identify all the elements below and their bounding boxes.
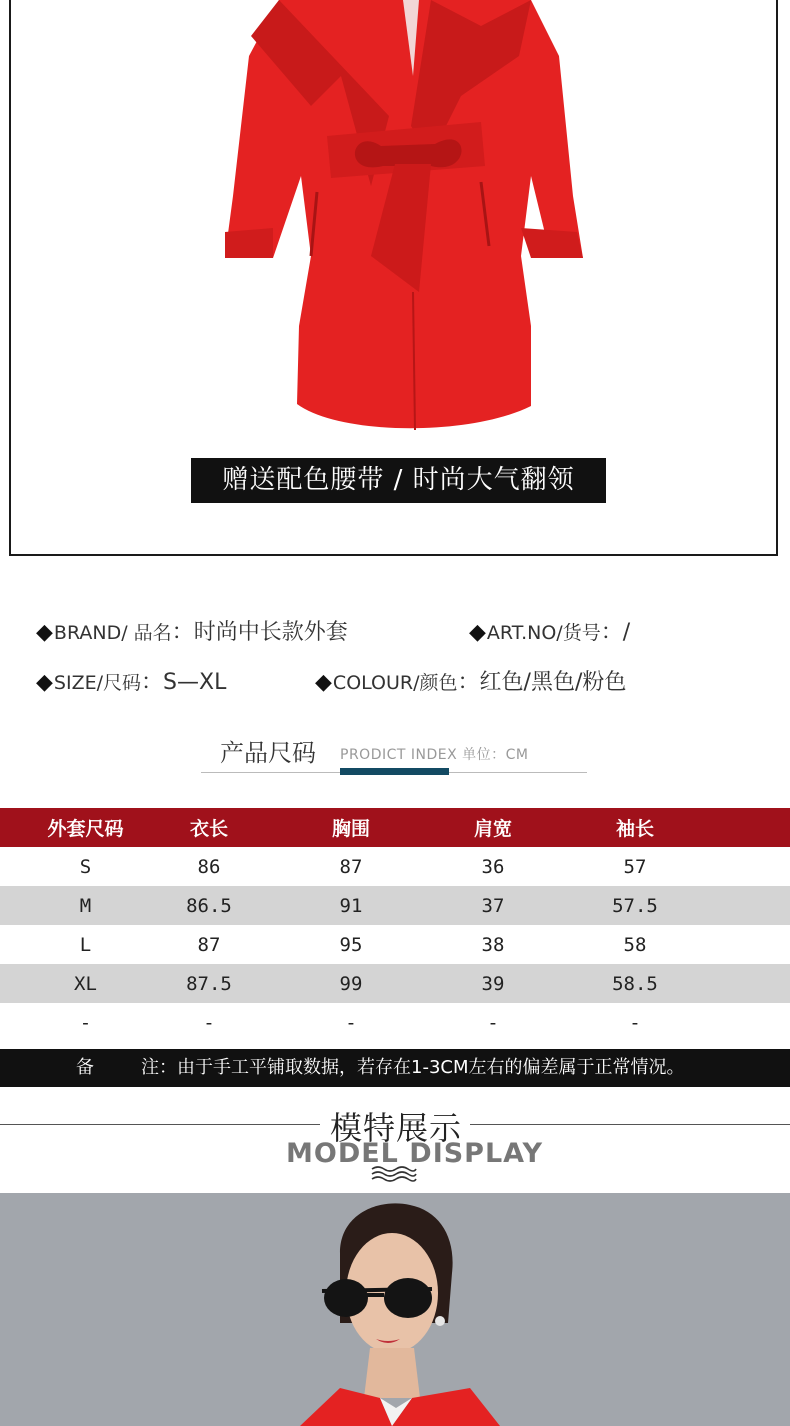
- note-key: 备: [76, 1057, 94, 1078]
- size-index-subtitle: PRODICT INDEX 单位：CM: [340, 747, 529, 763]
- table-header-cell: 外套尺码: [47, 818, 124, 840]
- table-cell: -: [345, 1011, 357, 1034]
- table-row: [0, 886, 790, 925]
- table-cell: 58.5: [612, 972, 658, 995]
- spec-colour-value: 红色/黑色/粉色: [479, 670, 627, 695]
- spec-size: ◆SIZE/尺码：S—XL: [36, 670, 227, 695]
- table-header-cell: 袖长: [615, 818, 654, 840]
- table-header-row: [0, 808, 790, 847]
- table-cell: XL: [74, 972, 97, 995]
- diamond-icon: ◆: [36, 670, 53, 695]
- table-cell: 57: [623, 855, 647, 878]
- divider: [0, 1124, 320, 1125]
- table-cell: 86.5: [186, 894, 232, 917]
- table-cell: -: [203, 1011, 215, 1034]
- table-cell: M: [79, 894, 92, 917]
- table-cell: 91: [339, 894, 363, 917]
- table-cell: -: [79, 1011, 92, 1034]
- table-cell: 38: [481, 933, 505, 956]
- table-cell: 57.5: [612, 894, 658, 917]
- measurement-note: [0, 1049, 790, 1087]
- spec-brand-value: 时尚中长款外套: [193, 620, 348, 645]
- table-row: [0, 847, 790, 886]
- size-index-title: 产品尺码: [220, 739, 316, 767]
- table-cell: 99: [339, 972, 363, 995]
- model-portrait-image: [0, 1193, 790, 1426]
- table-header-cell: 胸围: [331, 818, 370, 840]
- diamond-icon: ◆: [36, 620, 53, 645]
- spec-colour: ◆COLOUR/颜色：红色/黑色/粉色: [315, 670, 627, 695]
- table-cell: 86: [197, 855, 221, 878]
- table-cell: 36: [481, 855, 505, 878]
- table-cell: 87.5: [186, 972, 232, 995]
- model-display-title: 模特展示: [330, 1109, 463, 1147]
- diamond-icon: ◆: [469, 620, 486, 645]
- spec-colour-label: COLOUR/颜色: [332, 672, 458, 694]
- divider: [470, 1124, 790, 1125]
- product-caption: 赠送配色腰带 / 时尚大气翻领: [191, 458, 606, 503]
- spec-brand-label: BRAND/ 品名: [53, 622, 172, 644]
- table-row: [0, 964, 790, 1003]
- wave-icon: [370, 1165, 418, 1183]
- spec-artno-label: ART.NO/货号: [486, 622, 601, 644]
- table-cell: 95: [339, 933, 363, 956]
- model-photo: [0, 1193, 790, 1426]
- table-cell: 87: [339, 855, 363, 878]
- model-display-subtitle: MODEL DISPLAY: [286, 1138, 544, 1169]
- table-row: [0, 925, 790, 964]
- table-cell: 58: [623, 933, 647, 956]
- spec-artno: ◆ART.NO/货号：/: [469, 620, 631, 645]
- spec-size-value: S—XL: [163, 670, 227, 695]
- accent-bar: [340, 768, 449, 775]
- note-text: 注：由于手工平铺取数据，若存在1-3CM左右的偏差属于正常情况。: [141, 1057, 685, 1078]
- spec-artno-value: /: [622, 620, 631, 645]
- diamond-icon: ◆: [315, 670, 332, 695]
- table-row: [0, 1003, 790, 1042]
- table-cell: -: [629, 1011, 641, 1034]
- table-cell: 37: [481, 894, 505, 917]
- spec-size-label: SIZE/尺码: [53, 672, 142, 694]
- product-image-frame: [9, 0, 778, 556]
- size-table: [0, 808, 790, 1042]
- table-cell: 39: [481, 972, 505, 995]
- table-header-cell: 肩宽: [473, 818, 512, 840]
- table-header-cell: 衣长: [189, 818, 228, 840]
- table-cell: S: [79, 855, 92, 878]
- spec-brand: ◆BRAND/ 品名：时尚中长款外套: [36, 620, 348, 645]
- table-cell: L: [79, 933, 92, 956]
- table-cell: 87: [197, 933, 221, 956]
- table-cell: -: [487, 1011, 499, 1034]
